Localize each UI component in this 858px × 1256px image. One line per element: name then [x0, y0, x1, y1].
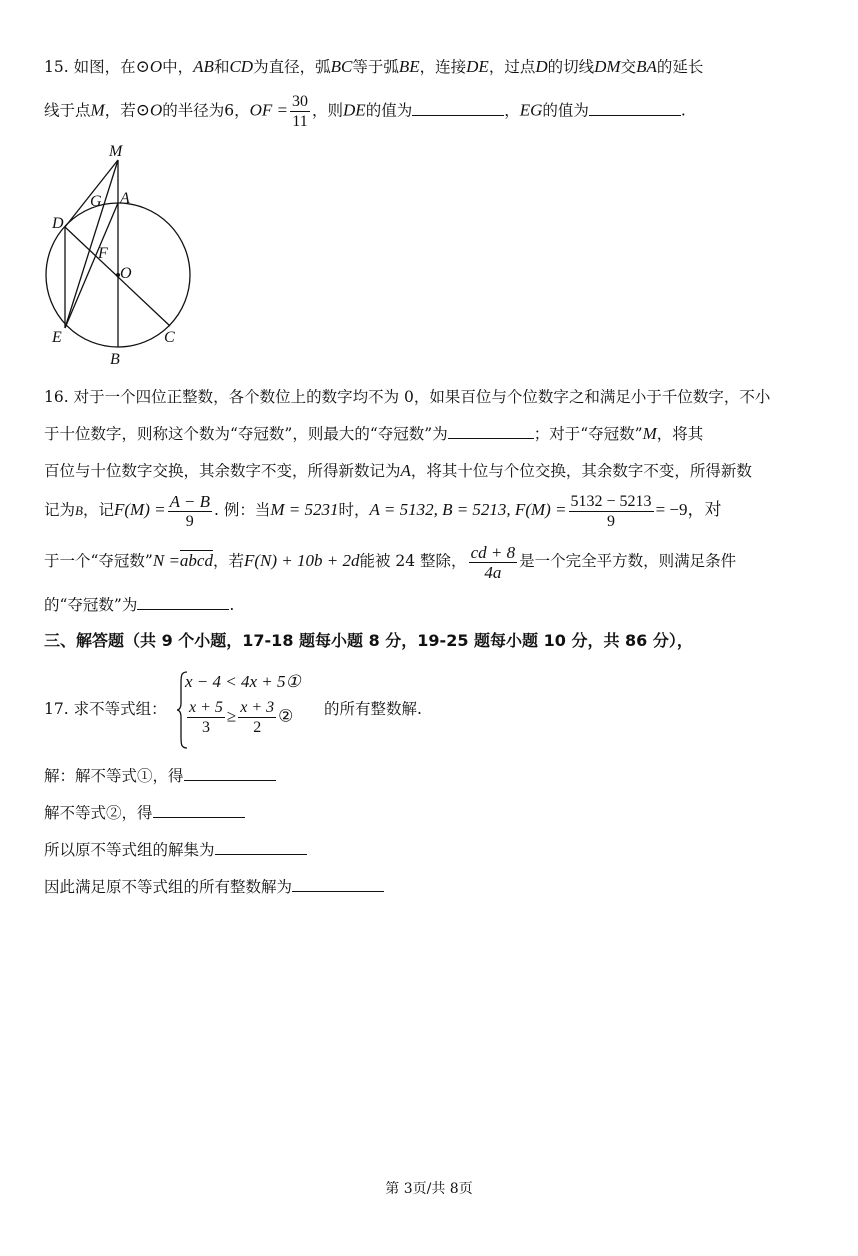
q17-tail: 的所有整数解. — [324, 700, 422, 718]
answer-blank-max[interactable] — [448, 422, 534, 439]
q17-step-3: 所以原不等式组的解集为 — [44, 837, 814, 863]
q17-step-4: 因此满足原不等式组的所有整数解为 — [44, 874, 814, 900]
label-o: O — [120, 265, 132, 282]
q15-line-2: 线于点M，若⊙O的半径为6，OF = $\frac{30}{11}$ ，则DE的值为 ，EG的值为 . — [44, 93, 686, 130]
q16-line-3: 百位与十位数字交换，其余数字不变，所得新数记为A，将其十位与个位交换，其余数字不变，所得新数 — [44, 461, 752, 480]
answer-blank-de[interactable] — [412, 99, 504, 116]
inequality-2: $\frac{x + 5}{3}$ ≥ $\frac{x + 3}{2}$ ② — [189, 699, 294, 736]
of-fraction: $\frac{30}{11}$ — [292, 93, 308, 130]
label-m: M — [109, 143, 123, 160]
label-b: B — [110, 351, 120, 368]
label-d: D — [52, 215, 64, 232]
q17-step-2: 解不等式②，得 — [44, 800, 814, 826]
q16-line-1: 16. 对于一个四位正整数，各个数位上的数字均不为 0，如果百位与个位数字之和满足小于千位数字，不小 — [44, 388, 771, 406]
page-footer: 第 3页/共 8页 — [385, 1181, 473, 1197]
q17-label: 17. 求不等式组： — [44, 700, 167, 718]
q15-line-1: 15. 如图，在⊙O中，AB和CD为直径，弧BC等于弧BE，连接DE，过点D的切线DM交BA的延长 — [44, 57, 704, 76]
label-g: G — [90, 193, 102, 210]
label-e: E — [52, 329, 62, 346]
section-3-title: 三、解答题（共 9 个小题，17-18 题每小题 8 分，19-25 题每小题 10 分，共 86 分）， — [44, 631, 693, 650]
q16-line-6: 的“夺冠数”为 . — [44, 592, 814, 618]
q16-line-2: 于十位数字，则称这个数为“夺冠数”，则最大的“夺冠数”为 ；对于“夺冠数”M，将其 — [44, 424, 704, 443]
answer-blank-ineq2[interactable] — [153, 801, 245, 818]
square-fraction: $\frac{cd + 8}{4a}$ — [470, 542, 516, 582]
q17-step-1: 解：解不等式①，得 — [44, 763, 814, 789]
segment-ea — [65, 203, 118, 328]
inequality-1: x − 4 < 4x + 5① — [185, 672, 301, 691]
inequality-system — [176, 670, 316, 750]
label-f: F — [98, 245, 108, 262]
q16-line-4: 记为B，记F(M) = $\frac{A - B}{9}$ . 例：当M = 5231时，A = 5132, B = 5213, F(M) = $\frac{5132 - 5213}{9}$ = −9，对 — [44, 491, 722, 530]
answer-blank-ineq1[interactable] — [184, 764, 276, 781]
label-a: A — [120, 190, 130, 207]
geometry-figure — [38, 140, 208, 372]
segment-em — [65, 160, 118, 328]
answer-blank-eg[interactable] — [589, 99, 681, 116]
example-fraction: $\frac{5132 - 5213}{9}$ — [570, 492, 652, 530]
answer-blank-all[interactable] — [137, 593, 229, 610]
answer-blank-integers[interactable] — [292, 875, 384, 892]
label-c: C — [164, 329, 175, 346]
q16-line-5: 于一个“夺冠数”N =abcd，若F(N) + 10b + 2d能被 24 整除， $\frac{cd + 8}{4a}$ 是一个完全平方数，则满足条件 — [44, 542, 737, 582]
f-fraction: $\frac{A - B}{9}$ — [169, 491, 211, 530]
answer-blank-solution-set[interactable] — [215, 838, 307, 855]
